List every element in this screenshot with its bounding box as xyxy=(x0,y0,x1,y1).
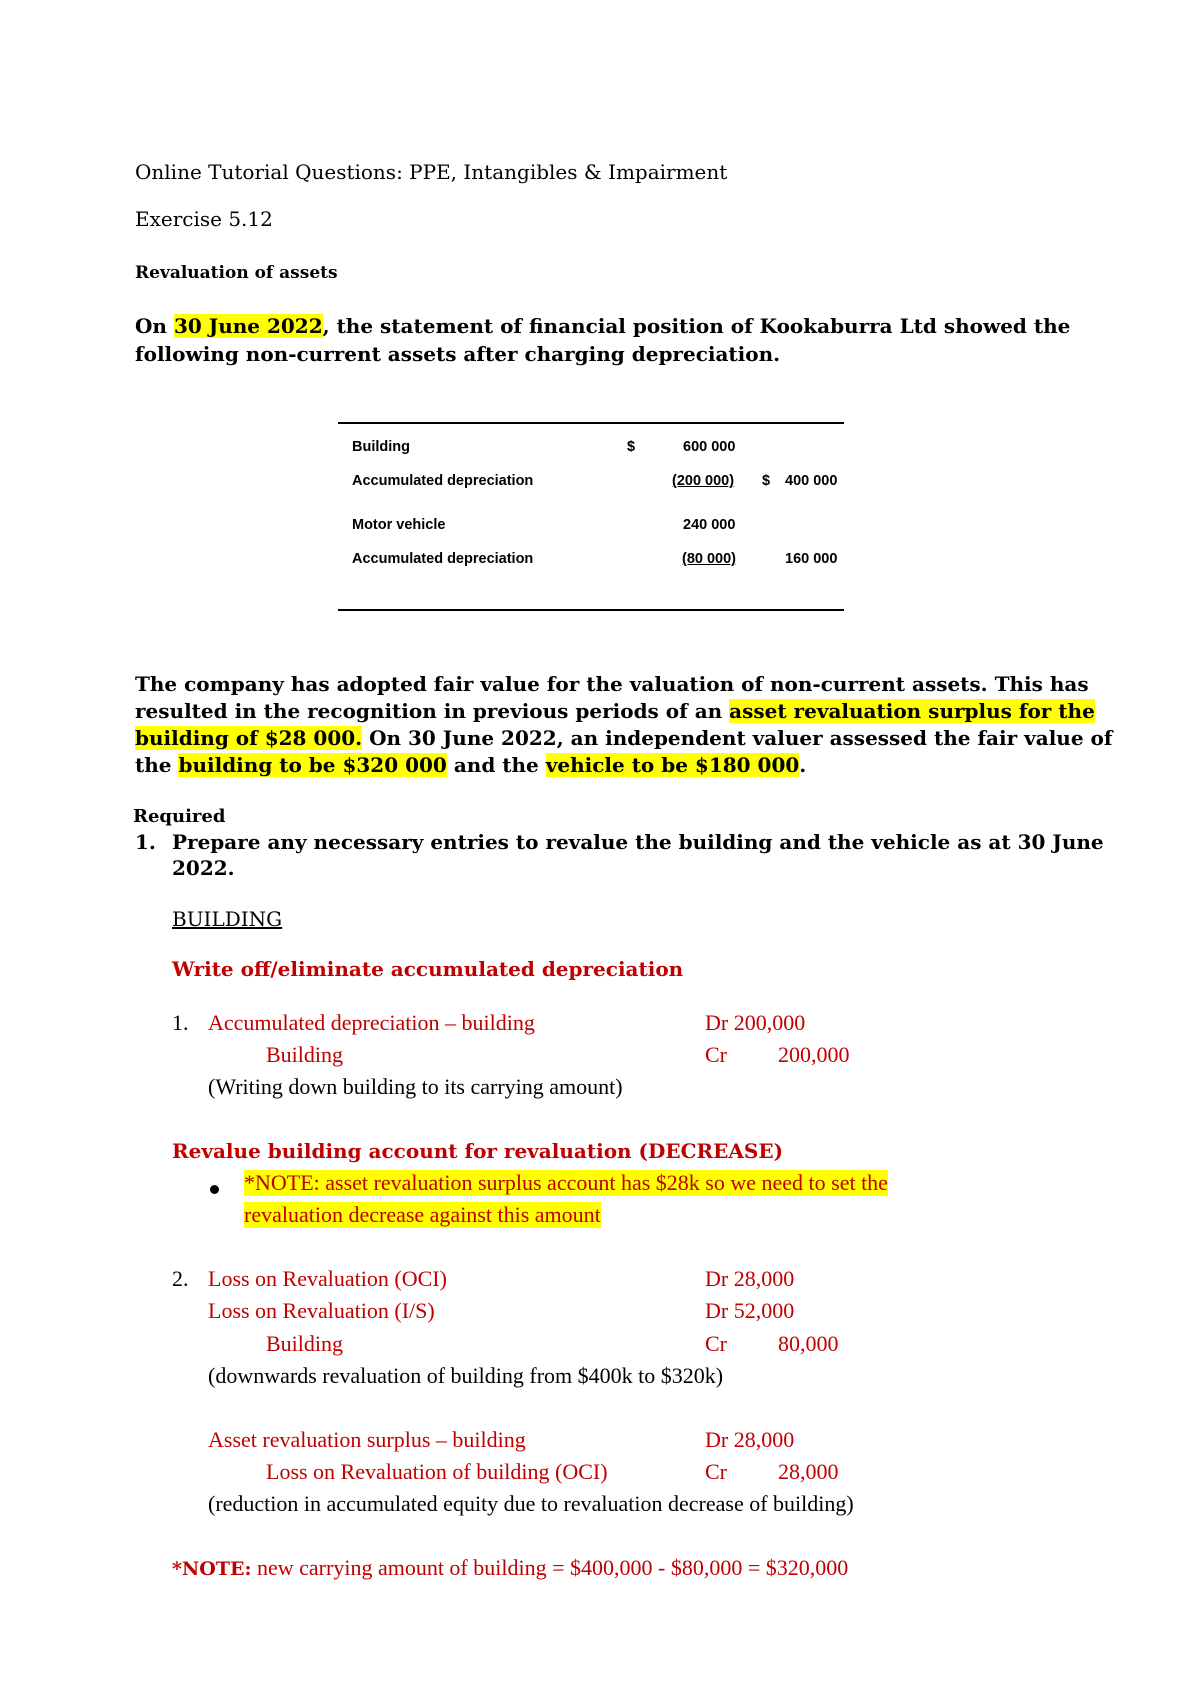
entry-1-debit-account: Accumulated depreciation – building xyxy=(208,1010,535,1035)
entry-1-number: 1. xyxy=(172,1010,189,1035)
entry-2-debit-account: Loss on Revaluation (I/S) xyxy=(208,1298,435,1323)
entry-2-narration: (downwards revaluation of building from $400k to $320k) xyxy=(208,1363,724,1388)
note-line-2: revaluation decrease against this amount xyxy=(244,1202,601,1227)
para2-text: . xyxy=(799,753,807,777)
entry-2-credit-label: Cr xyxy=(705,1331,727,1356)
entry-2-number: 2. xyxy=(172,1266,189,1291)
final-note-text: new carrying amount of building = $400,000 - $80,000 = $320,000 xyxy=(251,1555,849,1580)
table-cell-label: Accumulated depreciation xyxy=(352,551,534,567)
entry-1-narration: (Writing down building to its carrying amount) xyxy=(208,1074,623,1099)
bullet-icon xyxy=(210,1181,219,1199)
entry-3-credit-account: Loss on Revaluation of building (OCI) xyxy=(266,1459,608,1484)
section-revalue-heading: Revalue building account for revaluation (DECREASE) xyxy=(172,1139,784,1163)
para2-line-1: The company has adopted fair value for the valuation of non-current assets. This has xyxy=(135,672,1089,696)
entry-3-credit-label: Cr xyxy=(705,1459,727,1484)
surplus-highlight: asset revaluation surplus for the xyxy=(729,699,1095,723)
entry-2-debit-account: Loss on Revaluation (OCI) xyxy=(208,1266,447,1291)
intro-line-1 xyxy=(135,313,1070,340)
table-cell-label: Accumulated depreciation xyxy=(352,473,534,489)
table-cell-amount: (200 000) xyxy=(672,473,735,489)
building-value-highlight: building to be $320 000 xyxy=(178,753,447,777)
table-cell-label: Motor vehicle xyxy=(352,517,446,533)
para2-text: and the xyxy=(446,753,546,777)
required-heading: Required xyxy=(133,806,226,827)
para2-line-3 xyxy=(135,725,1112,752)
vehicle-value-highlight: vehicle to be $180 000 xyxy=(545,753,800,777)
para2-line-4 xyxy=(135,752,806,779)
final-note xyxy=(172,1555,848,1581)
note-line-1: *NOTE: asset revaluation surplus account has $28k so we need to set the xyxy=(244,1170,888,1195)
table-cell-amount: 600 000 xyxy=(683,439,736,455)
section-write-off-heading: Write off/eliminate accumulated depreciation xyxy=(172,957,684,981)
entry-3-credit-amount: 28,000 xyxy=(778,1459,839,1484)
document-title: Online Tutorial Questions: PPE, Intangibles & Impairment xyxy=(135,160,728,184)
entry-3-debit-amount: Dr 28,000 xyxy=(705,1427,795,1452)
para2-text: resulted in the recognition in previous periods of an xyxy=(135,699,730,723)
entry-2-credit-account: Building xyxy=(266,1331,344,1356)
entry-1-credit-amount: 200,000 xyxy=(778,1042,850,1067)
building-heading: BUILDING xyxy=(172,907,283,931)
intro-line-2: following non-current assets after charging depreciation. xyxy=(135,342,781,366)
entry-3-debit-account: Asset revaluation surplus – building xyxy=(208,1427,526,1452)
table-cell-dollar: $ xyxy=(762,473,771,489)
para2-line-2 xyxy=(135,698,1095,725)
question-line-1: Prepare any necessary entries to revalue the building and the vehicle as at 30 June xyxy=(172,830,1104,854)
table-cell-amount: (80 000) xyxy=(682,551,737,567)
table-cell-net: 160 000 xyxy=(785,551,838,567)
table-cell-net: 400 000 xyxy=(785,473,838,489)
para2-text: On 30 June 2022, an independent valuer assessed the fair value of xyxy=(362,726,1113,750)
para2-text: the xyxy=(135,753,179,777)
surplus-amount-highlight: building of $28 000. xyxy=(135,726,363,750)
entry-2-debit-amount: Dr 28,000 xyxy=(705,1266,795,1291)
table-cell-dollar: $ xyxy=(627,439,636,455)
entry-2-credit-amount: 80,000 xyxy=(778,1331,839,1356)
table-top-rule xyxy=(338,422,844,424)
intro-text: On xyxy=(135,314,174,338)
question-line-2: 2022. xyxy=(172,856,235,880)
table-cell-amount: 240 000 xyxy=(683,517,736,533)
table-cell-label: Building xyxy=(352,439,410,455)
section-subtitle: Revaluation of assets xyxy=(135,263,338,283)
intro-date-highlight: 30 June 2022 xyxy=(173,314,323,338)
intro-text: , the statement of financial position of Kookaburra Ltd showed the xyxy=(322,314,1071,338)
entry-2-debit-amount: Dr 52,000 xyxy=(705,1298,795,1323)
entry-3-narration: (reduction in accumulated equity due to revaluation decrease of building) xyxy=(208,1491,854,1516)
final-note-label: *NOTE: xyxy=(172,1558,252,1580)
question-number: 1. xyxy=(135,830,156,854)
entry-1-credit-account: Building xyxy=(266,1042,344,1067)
entry-1-debit-amount: Dr 200,000 xyxy=(705,1010,806,1035)
entry-1-credit-label: Cr xyxy=(705,1042,727,1067)
table-bottom-rule xyxy=(338,609,844,611)
exercise-label: Exercise 5.12 xyxy=(135,207,273,231)
